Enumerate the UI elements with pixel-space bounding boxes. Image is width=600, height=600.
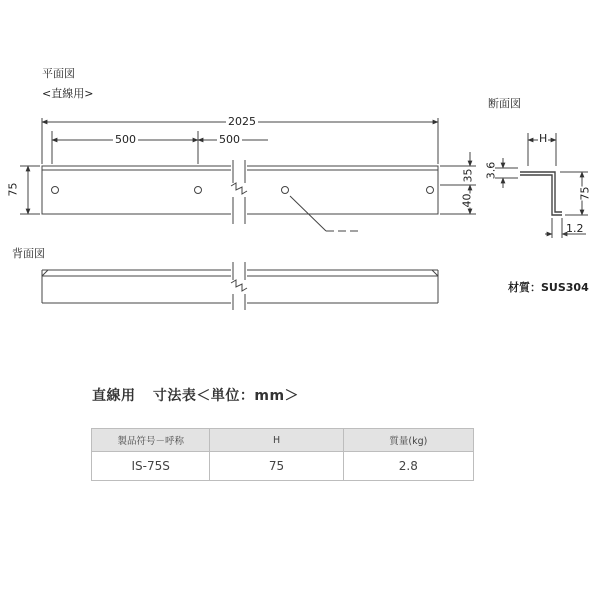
break-symbol-back	[231, 262, 247, 310]
plan-view-drawing	[20, 118, 476, 231]
cell-product-code: IS-75S	[92, 452, 210, 481]
section-dim-thickness-label: 3.6	[484, 161, 498, 180]
dim-right-upper-label: 35	[461, 168, 475, 183]
header-h: H	[210, 429, 343, 452]
cell-mass: 2.8	[343, 452, 473, 481]
dim-pitch-2-label: 500	[219, 133, 240, 146]
dim-pitch-1-label: 500	[115, 133, 136, 146]
material-label: 材質：SUS304	[508, 281, 589, 294]
section-dim-height-label: 75	[578, 186, 592, 201]
dim-right-lower-label: 40	[460, 193, 474, 208]
table-title-type: 直線用	[92, 388, 136, 404]
table-row	[92, 452, 474, 481]
section-view-title: 断面図	[488, 97, 521, 110]
header-product-code: 製品符号－呼称	[92, 429, 210, 452]
back-view-title: 背面図	[12, 247, 45, 260]
spec-table-header-row	[92, 429, 474, 452]
section-dim-plate-label: 1.2	[566, 222, 584, 235]
table-title-unit: 寸法表＜単位：mm＞	[152, 388, 300, 404]
plan-view-title: 平面図	[42, 67, 75, 80]
cell-h: 75	[210, 452, 343, 481]
section-dim-h-label: H	[539, 132, 548, 145]
plan-view-subtitle: <直線用>	[42, 87, 94, 100]
table-title	[92, 385, 299, 405]
header-mass: 質量(kg)	[343, 429, 473, 452]
dim-total-label: 2025	[228, 115, 256, 128]
dim-height-label: 75	[6, 182, 20, 197]
spec-table	[91, 428, 474, 481]
break-symbol-plan	[231, 160, 247, 224]
